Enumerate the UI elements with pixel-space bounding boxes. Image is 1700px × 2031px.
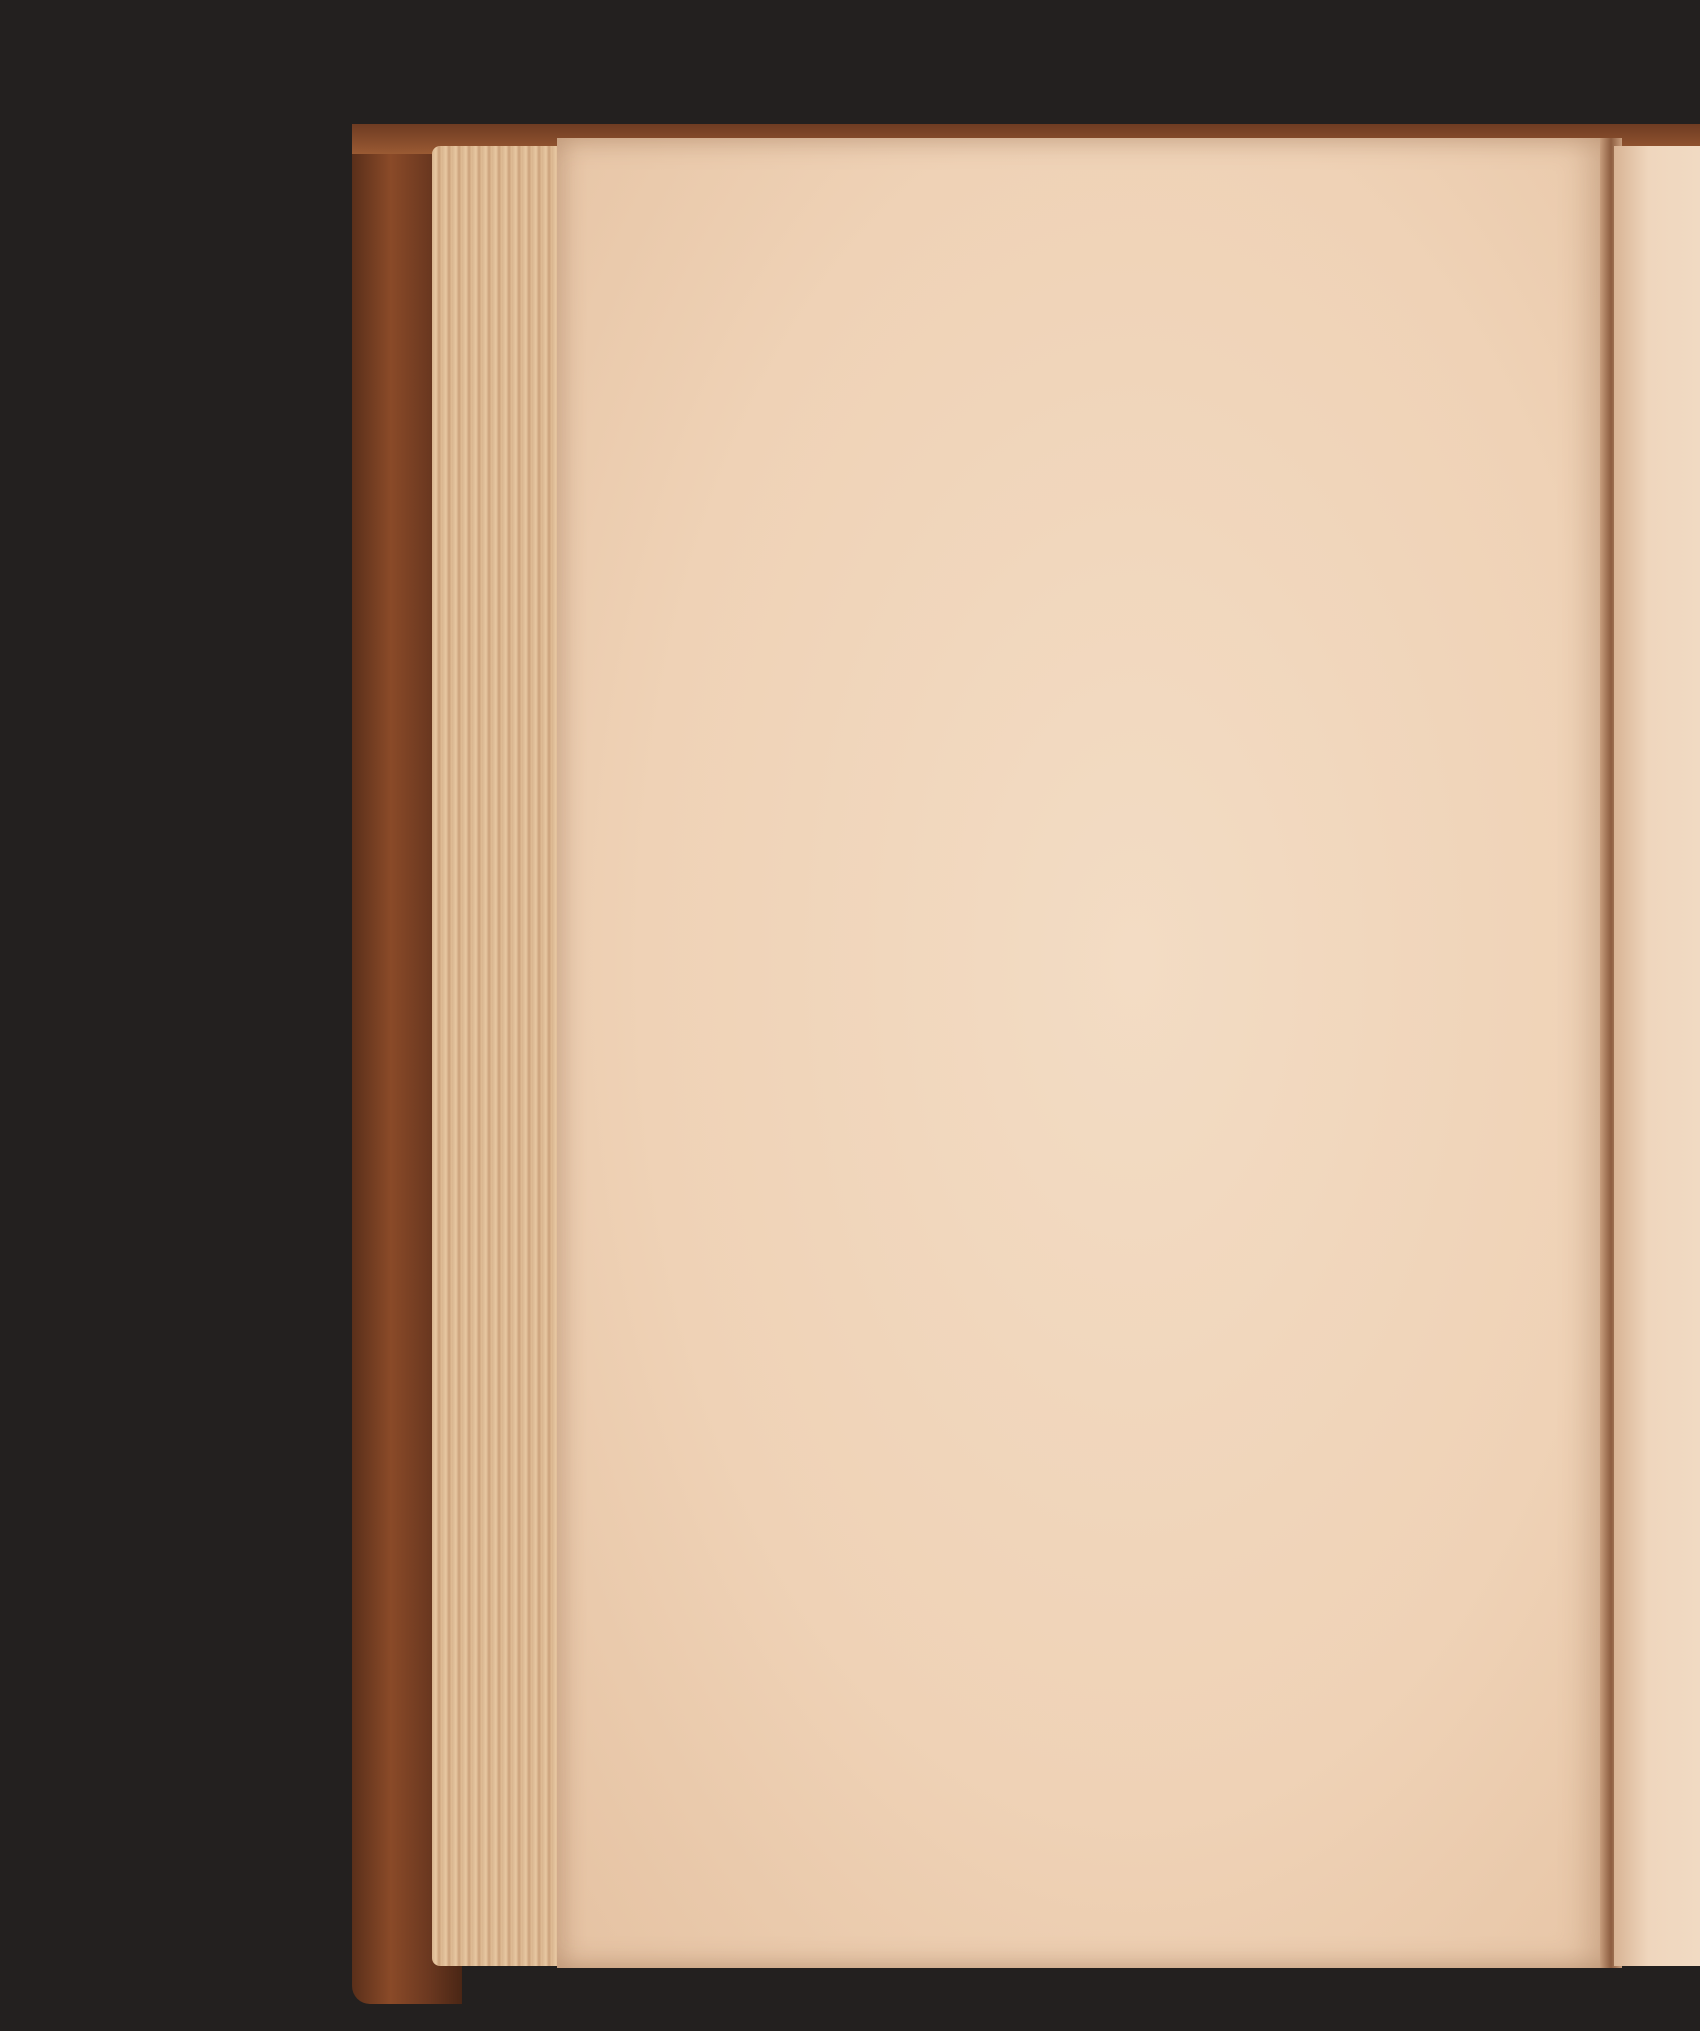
left-page: [557, 138, 1607, 1968]
body-text: [280, 712, 1180, 718]
facing-page: [1614, 146, 1700, 1966]
book: [352, 124, 1700, 2006]
page-edges: [432, 146, 572, 1966]
